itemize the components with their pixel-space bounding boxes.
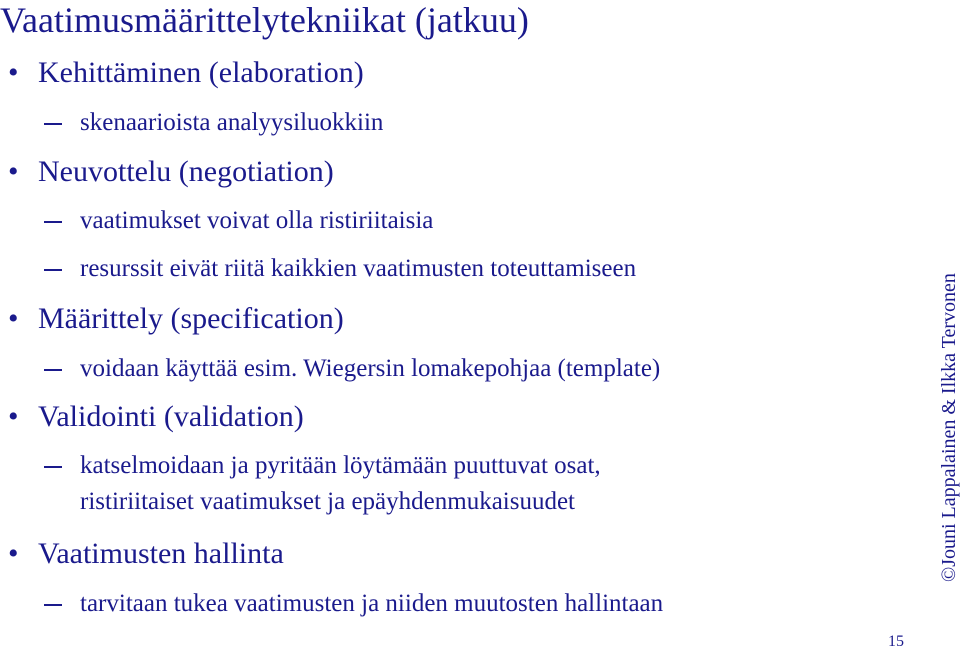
bullet-icon: • [8,155,19,188]
bullet-item: Määrittely (specification) [38,302,344,335]
sub-item: tarvitaan tukea vaatimusten ja niiden muutosten hallintaan [80,590,664,617]
dash-icon [44,466,62,468]
bullet-item: Neuvottelu (negotiation) [38,155,334,188]
bullet-icon: • [8,56,19,89]
bullet-item: Validointi (validation) [38,400,304,433]
sub-item: skenaarioista analyysiluokkiin [80,109,384,136]
slide-title: Vaatimusmäärittelytekniikat (jatkuu) [0,0,529,40]
dash-icon [44,123,62,125]
bullet-icon: • [8,537,19,570]
sub-item-continuation: ristiriitaiset vaatimukset ja epäyhdenmukaisuudet [80,488,576,515]
copyright-notice: ©Jouni Lappalainen & Ilkka Tervonen [938,273,960,582]
sub-item: voidaan käyttää esim. Wiegersin lomakepohjaa (template) [80,355,661,382]
dash-icon [44,369,62,371]
bullet-icon: • [8,302,19,335]
page-number: 15 [888,633,904,650]
sub-item: katselmoidaan ja pyritään löytämään puuttuvat osat, [80,452,601,479]
bullet-item: Vaatimusten hallinta [38,537,284,570]
dash-icon [44,269,62,271]
sub-item: resurssit eivät riitä kaikkien vaatimusten toteuttamiseen [80,255,637,282]
sub-item: vaatimukset voivat olla ristiriitaisia [80,207,434,234]
dash-icon [44,604,62,606]
bullet-item: Kehittäminen (elaboration) [38,56,364,89]
dash-icon [44,221,62,223]
bullet-icon: • [8,400,19,433]
